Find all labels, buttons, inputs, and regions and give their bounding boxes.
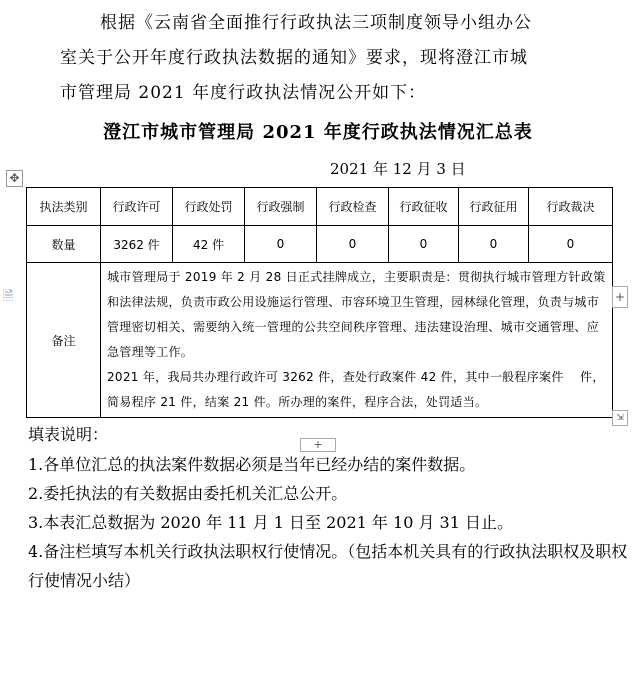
header-cell-category[interactable]: 执法类别: [27, 188, 101, 226]
note-content-cell[interactable]: [101, 263, 613, 418]
count-cell-penalty[interactable]: 42 件: [173, 226, 245, 263]
count-cell-enforcement[interactable]: 0: [245, 226, 317, 263]
instruction-item-4: 4.备注栏填写本机关行政执法职权行使情况。（包括本机关具有的行政执法职权及职权行使情况小结）: [28, 542, 628, 590]
intro-line-2: 室关于公开年度行政执法数据的通知》要求，现将澄江市城: [60, 48, 528, 68]
header-cell-ruling[interactable]: 行政裁决: [529, 188, 613, 226]
count-label-cell[interactable]: 数量: [27, 226, 101, 263]
add-row-button[interactable]: +: [300, 438, 336, 452]
header-cell-requisition[interactable]: 行政征用: [459, 188, 529, 226]
table-move-handle-icon[interactable]: ✥: [6, 170, 23, 187]
instruction-item-2: 2.委托执法的有关数据由委托机关汇总公开。: [28, 484, 348, 503]
report-date: 2021 年 12 月 3 日: [330, 160, 466, 178]
table-header-row: [27, 188, 613, 226]
table-title: 澄江市城市管理局 2021 年度行政执法情况汇总表: [103, 122, 533, 143]
count-cell-inspection[interactable]: 0: [317, 226, 389, 263]
filling-instructions: [28, 420, 628, 595]
intro-line-1: 根据《云南省全面推行行政执法三项制度领导小组办公: [100, 13, 532, 33]
header-cell-enforcement[interactable]: 行政强制: [245, 188, 317, 226]
instructions-title: 填表说明：: [28, 425, 109, 444]
count-cell-license[interactable]: 3262 件: [101, 226, 173, 263]
note-paragraph-duties: 城市管理局于 2019 年 2 月 28 日正式挂牌成立，主要职责是：贯彻执行城市管理方针政策和法律法规，负责市政公用设施运行管理、市容环境卫生管理，园林绿化管理，负责与城市管理密切相关、需要纳入统一管理的公共空间秩序管理、违法建设治理、城市交通管理、应急管理等工作。: [107, 270, 606, 359]
header-cell-penalty[interactable]: 行政处罚: [173, 188, 245, 226]
enforcement-summary-table: [26, 187, 613, 418]
count-cell-ruling[interactable]: 0: [529, 226, 613, 263]
instruction-item-3: 3.本表汇总数据为 2020 年 11 月 1 日至 2021 年 10 月 31 日止。: [28, 513, 513, 532]
header-cell-inspection[interactable]: 行政检查: [317, 188, 389, 226]
table-count-row: [27, 226, 613, 263]
document-margin-icon: 🗎: [3, 289, 14, 304]
instruction-item-1: 1.各单位汇总的执法案件数据必须是当年已经办结的案件数据。: [28, 455, 476, 474]
header-cell-license[interactable]: 行政许可: [101, 188, 173, 226]
add-column-button[interactable]: +: [612, 286, 628, 308]
note-paragraph-summary: 2021 年，我局共办理行政许可 3262 件，查处行政案件 42 件，其中一般程序案件 件，简易程序 21 件，结案 21 件。所办理的案件，程序合法，处罚适当。: [107, 370, 605, 409]
count-cell-levy[interactable]: 0: [389, 226, 459, 263]
table-resize-handle-icon[interactable]: ⇲: [612, 410, 628, 426]
note-label-cell[interactable]: 备注: [27, 263, 101, 418]
intro-paragraph: [60, 6, 580, 111]
intro-line-3: 市管理局 2021 年度行政执法情况公开如下：: [60, 83, 427, 103]
count-cell-requisition[interactable]: 0: [459, 226, 529, 263]
header-cell-levy[interactable]: 行政征收: [389, 188, 459, 226]
table-note-row: [27, 263, 613, 418]
